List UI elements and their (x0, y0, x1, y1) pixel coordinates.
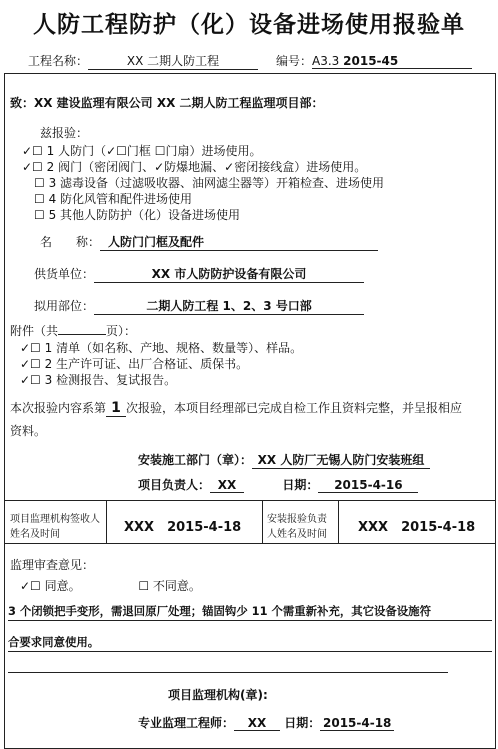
disagree-option: 不同意。 (152, 579, 201, 593)
comment-underline (8, 651, 492, 652)
checkbox[interactable]: ✓☐ (20, 579, 41, 593)
list-item (20, 371, 176, 388)
checkbox[interactable]: ☐ (34, 208, 45, 222)
contractor-manager-row (138, 476, 418, 493)
divider (106, 500, 107, 543)
agree-option: 同意。 (44, 579, 81, 593)
statement-line-2: 资料。 (10, 424, 47, 438)
checkbox[interactable]: ✓☐ (20, 357, 41, 371)
review-date-value: 2015-4-18 (320, 716, 394, 731)
checkbox[interactable]: ☐ (34, 192, 45, 206)
name-label: 名 称： (40, 235, 101, 249)
supervision-org-label: 项目监理机构(章): (168, 688, 268, 702)
dept-label: 安装施工部门（章）： (138, 453, 253, 467)
divider (262, 500, 263, 543)
engineer-value: XX (234, 716, 280, 731)
receiver-value: XXX 2015-4-18 (124, 520, 242, 535)
manager-label: 项目负责人： (138, 478, 211, 492)
item-text: 2 阀门（密闭阀门、✓防爆地漏、✓密闭接线盒）进场使用。 (46, 160, 367, 174)
contractor-date-label: 日期： (282, 478, 319, 492)
name-value: 人防门门框及配件 (100, 233, 378, 251)
equipment-name-row (40, 233, 378, 251)
engineer-row (138, 714, 394, 731)
statement-line-1 (10, 399, 462, 417)
list-item (34, 174, 384, 191)
review-comment-line-2: 合要求同意使用。 (8, 635, 100, 649)
checkbox[interactable]: ☐ (34, 176, 45, 190)
item-text: 5 其他人防防护（化）设备进场使用 (48, 208, 241, 222)
checkbox[interactable]: ✓☐ (20, 341, 41, 355)
contractor-date-value: 2015-4-16 (318, 478, 418, 493)
item-text: 1 清单（如名称、产地、规格、数量等）、样品。 (44, 341, 303, 355)
checkbox[interactable]: ✓☐ (22, 160, 43, 174)
checkbox[interactable]: ☐ (138, 579, 150, 593)
item-text: 4 防化风管和配件进场使用 (48, 192, 193, 206)
dept-value: XX 人防厂无锡人防门安装班组 (252, 451, 430, 469)
review-date-label: 日期： (284, 716, 321, 730)
attach-label-start: 附件（共 (10, 324, 59, 338)
statement-text-b: 次报验，本项目经理部已完成自检工作且资料完整，并呈报相应 (126, 401, 463, 415)
location-value: 二期人防工程 1、2、3 号口部 (94, 297, 364, 315)
checkbox[interactable]: ✓☐ (20, 373, 41, 387)
review-label: 监理审查意见： (10, 558, 95, 572)
supplier-label: 供货单位： (34, 267, 95, 281)
receiver-label-1: 项目监理机构签收人 (10, 514, 100, 525)
list-item (20, 339, 302, 356)
project-value: XX 二期人防工程 (88, 52, 258, 70)
review-comment-line-1: 3 个闭锁把手变形，需退回原厂处理；锚固钩少 11 个需重新补充，其它设备设施符 (8, 604, 431, 618)
page-title: 人防工程防护（化）设备进场使用报验单 (33, 12, 465, 38)
attach-page-count[interactable] (58, 334, 106, 335)
attach-label-end: 页）： (106, 324, 137, 338)
list-item (34, 206, 240, 223)
project-name-row (28, 52, 258, 70)
attachments-row (10, 322, 136, 339)
manager-value: XX (210, 478, 244, 493)
submitter-label-2: 人姓名及时间 (267, 529, 327, 540)
addressee: 致：XX 建设监理有限公司 XX 二期人防工程监理项目部： (10, 96, 324, 110)
location-row (34, 297, 364, 315)
contractor-dept-row (138, 451, 430, 469)
item-text: 2 生产许可证、出厂合格证、质保书。 (44, 357, 249, 371)
number-value: 2015-45 (343, 54, 399, 68)
submission-count: 1 (106, 400, 126, 417)
receiver-label-2: 姓名及时间 (10, 529, 60, 540)
comment-underline (8, 620, 492, 621)
list-item (22, 158, 366, 175)
statement-text-a: 本次报验内容系第 (10, 401, 107, 415)
number-prefix: A3.3 (312, 54, 340, 68)
list-item (34, 190, 192, 207)
submitter-label-1: 安装报验负责 (267, 514, 327, 525)
number-row (276, 52, 472, 69)
project-label: 工程名称： (28, 54, 89, 68)
intro-label: 兹报验： (40, 126, 89, 140)
divider (4, 543, 495, 544)
list-item (20, 355, 248, 372)
item-text: 3 检测报告、复试报告。 (44, 373, 177, 387)
review-options (20, 577, 201, 594)
submitter-value: XXX 2015-4-18 (358, 520, 476, 535)
item-text: 3 滤毒设备（过滤吸收器、油网滤尘器等）开箱检查、进场使用 (48, 176, 385, 190)
number-label: 编号： (276, 54, 313, 68)
comment-underline (8, 672, 448, 673)
location-label: 拟用部位： (34, 299, 95, 313)
number-value-wrap (312, 54, 472, 69)
supplier-value: XX 市人防防护设备有限公司 (94, 265, 364, 283)
engineer-label: 专业监理工程师： (138, 716, 235, 730)
list-item (22, 142, 261, 159)
item-text: 1 人防门（✓☐门框 ☐门扇）进场使用。 (46, 144, 262, 158)
divider (338, 500, 339, 543)
checkbox[interactable]: ✓☐ (22, 144, 43, 158)
supplier-row (34, 265, 364, 283)
divider (4, 500, 495, 501)
